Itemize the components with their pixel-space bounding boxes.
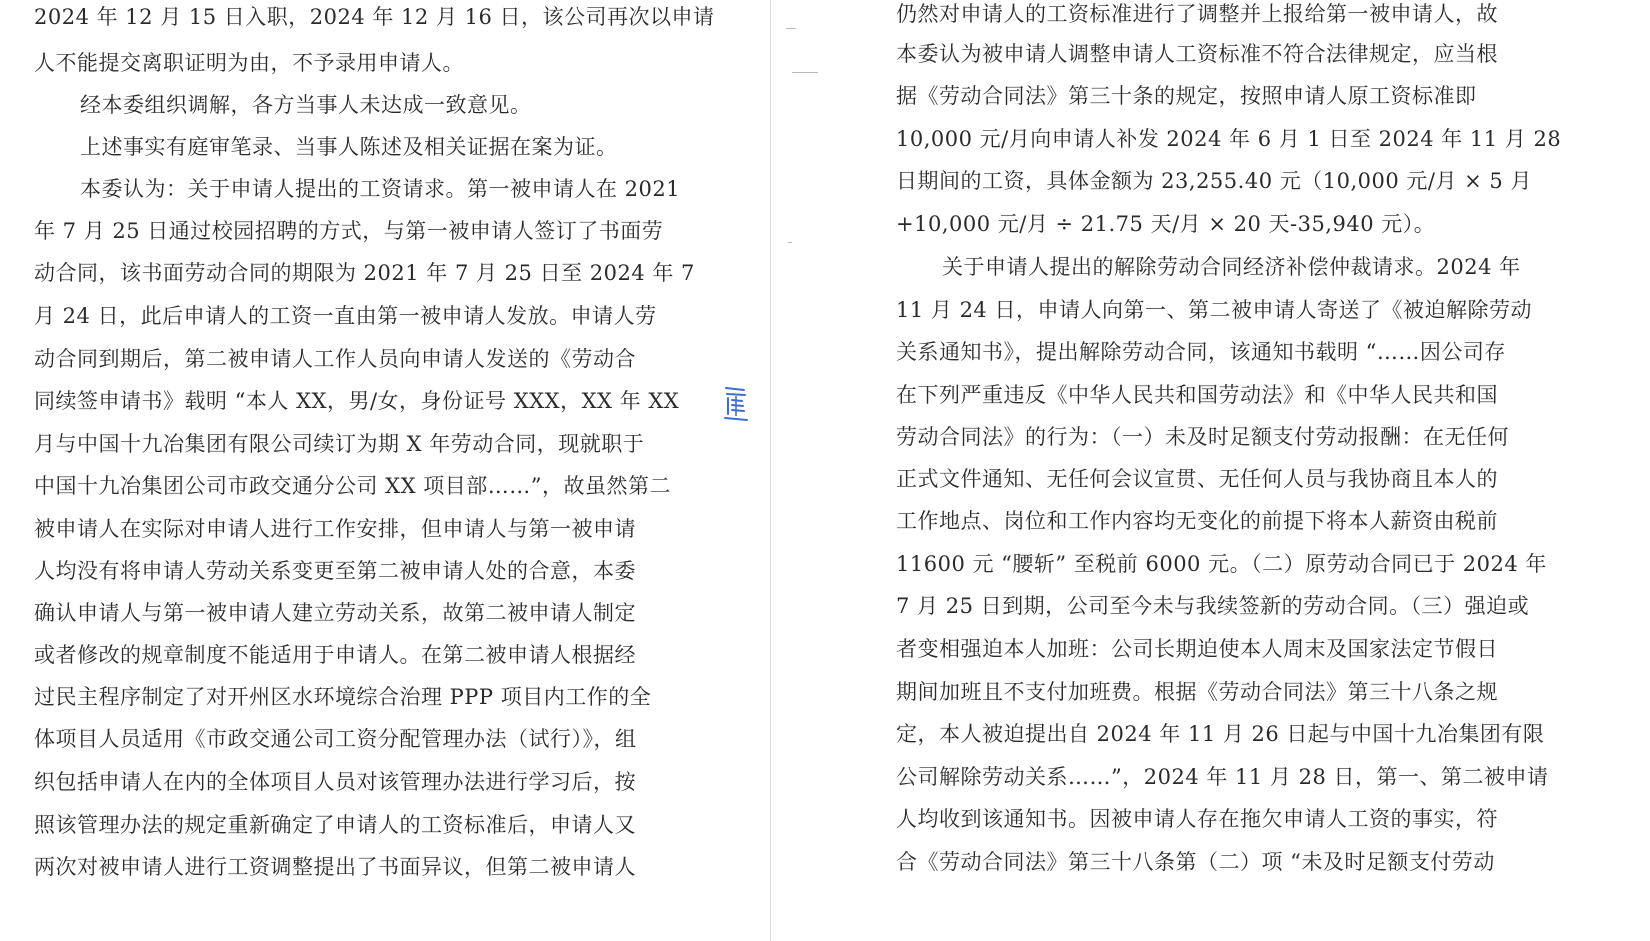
text-line: 中国十九冶集团公司市政交通分公司 XX 项目部……”，故虽然第二	[34, 474, 671, 498]
text-line: 人均没有将申请人劳动关系变更至第二被申请人处的合意，本委	[34, 559, 636, 583]
text-line: 月与中国十九冶集团有限公司续订为期 X 年劳动合同，现就职于	[34, 432, 645, 456]
scan-mark	[788, 242, 792, 243]
text-line: 合《劳动合同法》第三十八条第（二）项 “未及时足额支付劳动	[896, 850, 1495, 874]
text-line: 7 月 25 日到期，公司至今未与我续签新的劳动合同。（三）强迫或	[896, 594, 1530, 618]
text-line: 或者修改的规章制度不能适用于申请人。在第二被申请人根据经	[34, 643, 636, 667]
text-line: 劳动合同法》的行为：（一）未及时足额支付劳动报酬：在无任何	[896, 425, 1509, 449]
text-line: 月 24 日，此后申请人的工资一直由第一被申请人发放。申请人劳	[34, 304, 657, 328]
left-document-page	[0, 0, 770, 941]
text-line: 10,000 元/月向申请人补发 2024 年 6 月 1 日至 2024 年 11 月 28	[896, 127, 1562, 151]
text-line: 11 月 24 日，申请人向第一、第二被申请人寄送了《被迫解除劳动	[896, 298, 1532, 322]
text-line: 被申请人在实际对申请人进行工作安排，但申请人与第一被申请	[34, 517, 636, 541]
text-line: 定，本人被迫提出自 2024 年 11 月 26 日起与中国十九冶集团有限	[896, 722, 1545, 746]
text-line: 正式文件通知、无任何会议宣贯、无任何人员与我协商且本人的	[896, 467, 1498, 491]
text-line: 在下列严重违反《中华人民共和国劳动法》和《中华人民共和国	[896, 383, 1498, 407]
text-line: 年 7 月 25 日通过校园招聘的方式，与第一被申请人签订了书面劳	[34, 219, 664, 243]
text-line: 2024 年 12 月 15 日入职，2024 年 12 月 16 日，该公司再次以申请	[34, 5, 715, 29]
text-line: 过民主程序制定了对开州区水环境综合治理 PPP 项目内工作的全	[34, 685, 652, 709]
text-line: 日期间的工资，具体金额为 23,255.40 元（10,000 元/月 × 5 月	[896, 169, 1532, 193]
text-line: 关系通知书》，提出解除劳动合同，该通知书载明 “……因公司存	[896, 340, 1506, 364]
text-line: +10,000 元/月 ÷ 21.75 天/月 × 20 天-35,940 元）。	[896, 212, 1436, 236]
text-line: 据《劳动合同法》第三十条的规定，按照申请人原工资标准即	[896, 84, 1477, 108]
seam-stamp-icon	[722, 384, 750, 424]
text-line: 本委认为被申请人调整申请人工资标准不符合法律规定，应当根	[896, 42, 1498, 66]
text-line: 期间加班且不支付加班费。根据《劳动合同法》第三十八条之规	[896, 680, 1498, 704]
text-line: 人均收到该通知书。因被申请人存在拖欠申请人工资的事实，符	[896, 807, 1498, 831]
text-line: 关于申请人提出的解除劳动合同经济补偿仲裁请求。2024 年	[942, 255, 1521, 279]
text-line: 体项目人员适用《市政交通公司工资分配管理办法（试行）》，组	[34, 727, 637, 751]
scan-mark	[786, 28, 796, 29]
text-line: 动合同，该书面劳动合同的期限为 2021 年 7 月 25 日至 2024 年 7	[34, 261, 695, 285]
text-line: 工作地点、岗位和工作内容均无变化的前提下将本人薪资由税前	[896, 509, 1498, 533]
text-line: 本委认为：关于申请人提出的工资请求。第一被申请人在 2021	[80, 177, 681, 201]
right-document-page	[772, 0, 1650, 941]
text-line: 两次对被申请人进行工资调整提出了书面异议，但第二被申请人	[34, 855, 636, 879]
text-line: 人不能提交离职证明为由，不予录用申请人。	[34, 51, 464, 75]
text-line: 织包括申请人在内的全体项目人员对该管理办法进行学习后，按	[34, 770, 636, 794]
text-line: 上述事实有庭审笔录、当事人陈述及相关证据在案为证。	[80, 135, 618, 159]
scan-mark	[792, 72, 818, 73]
text-line: 经本委组织调解，各方当事人未达成一致意见。	[80, 93, 532, 117]
text-line: 公司解除劳动关系……”，2024 年 11 月 28 日，第一、第二被申请	[896, 765, 1549, 789]
text-line: 11600 元 “腰斩” 至税前 6000 元。（二）原劳动合同已于 2024 年	[896, 552, 1547, 576]
text-line: 者变相强迫本人加班：公司长期迫使本人周末及国家法定节假日	[896, 637, 1498, 661]
page-divider	[770, 0, 771, 941]
text-line: 照该管理办法的规定重新确定了申请人的工资标准后，申请人又	[34, 813, 636, 837]
text-line: 确认申请人与第一被申请人建立劳动关系，故第二被申请人制定	[34, 601, 636, 625]
text-line: 动合同到期后，第二被申请人工作人员向申请人发送的《劳动合	[34, 347, 636, 371]
text-line: 仍然对申请人的工资标准进行了调整并上报给第一被申请人，故	[896, 2, 1498, 26]
text-line: 同续签申请书》载明 “本人 XX，男/女，身份证号 XXX，XX 年 XX	[34, 389, 680, 413]
